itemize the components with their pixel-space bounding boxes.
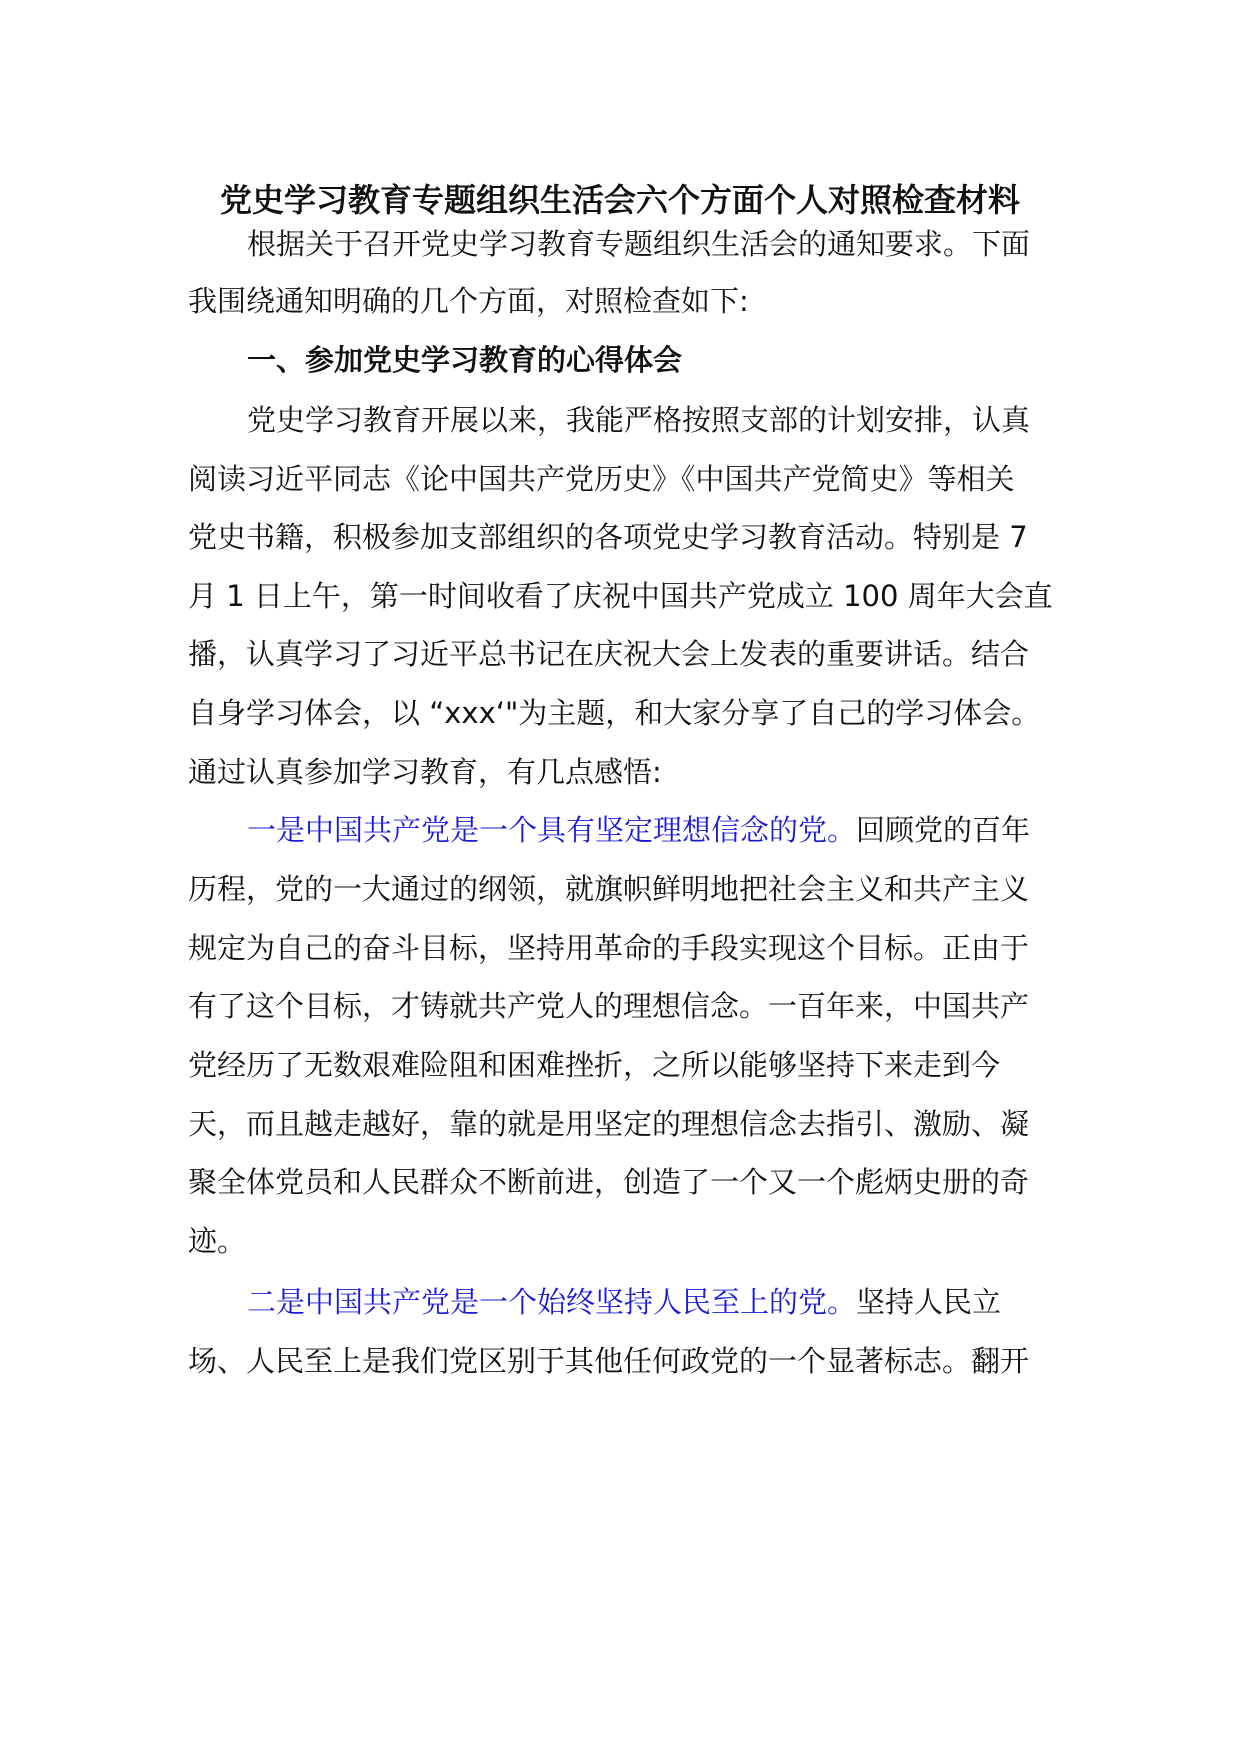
paragraph-line: 党史学习教育开展以来，我能严格按照支部的计划安排，认真 bbox=[247, 403, 1031, 437]
paragraph-line: 自身学习体会，以 “xxx‘"为主题，和大家分享了自己的学习体会。 bbox=[188, 696, 1041, 730]
paragraph-line: 迹。 bbox=[188, 1224, 247, 1258]
section-heading: 一、参加党史学习教育的心得体会 bbox=[247, 343, 683, 377]
intro-line: 根据关于召开党史学习教育专题组织生活会的通知要求。下面 bbox=[247, 227, 1031, 261]
paragraph-line: 历程，党的一大通过的纲领，就旗帜鲜明地把社会主义和共产主义 bbox=[188, 872, 1030, 906]
paragraph-line: 聚全体党员和人民群众不断前进，创造了一个又一个彪炳史册的奇 bbox=[188, 1165, 1030, 1199]
paragraph-line: 党经历了无数艰难险阻和困难挫折，之所以能够坚持下来走到今 bbox=[188, 1048, 1001, 1082]
document-title: 党史学习教育专题组织生活会六个方面个人对照检查材料 bbox=[219, 181, 1020, 219]
paragraph-line: 党史书籍，积极参加支部组织的各项党史学习教育活动。特别是 7 bbox=[188, 520, 1028, 554]
paragraph-line: 场、人民至上是我们党区别于其他任何政党的一个显著标志。翻开 bbox=[188, 1344, 1030, 1378]
paragraph-line: 通过认真参加学习教育，有几点感悟: bbox=[188, 755, 662, 789]
point-one-first-line-rest: 回顾党的百年 bbox=[856, 813, 1031, 847]
paragraph-line: 天，而且越走越好，靠的就是用坚定的理想信念去指引、激励、凝 bbox=[188, 1107, 1030, 1141]
point-one-first-line bbox=[247, 807, 1030, 853]
point-two-highlight: 二是中国共产党是一个始终坚持人民至上的党。 bbox=[247, 1285, 857, 1319]
point-one-highlight: 一是中国共产党是一个具有坚定理想信念的党。 bbox=[247, 813, 857, 847]
paragraph-line: 阅读习近平同志《论中国共产党历史》《中国共产党简史》等相关 bbox=[188, 462, 1015, 496]
intro-line: 我围绕通知明确的几个方面，对照检查如下: bbox=[188, 284, 749, 318]
paragraph-line: 有了这个目标，才铸就共产党人的理想信念。一百年来，中国共产 bbox=[188, 989, 1030, 1023]
paragraph-line: 规定为自己的奋斗目标，坚持用革命的手段实现这个目标。正由于 bbox=[188, 931, 1030, 965]
point-two-first-line-rest: 坚持人民立 bbox=[856, 1285, 1002, 1319]
paragraph-line: 播，认真学习了习近平总书记在庆祝大会上发表的重要讲话。结合 bbox=[188, 637, 1030, 671]
point-two-first-line bbox=[247, 1279, 1001, 1325]
paragraph-line: 月 1 日上午，第一时间收看了庆祝中国共产党成立 100 周年大会直 bbox=[188, 579, 1053, 613]
